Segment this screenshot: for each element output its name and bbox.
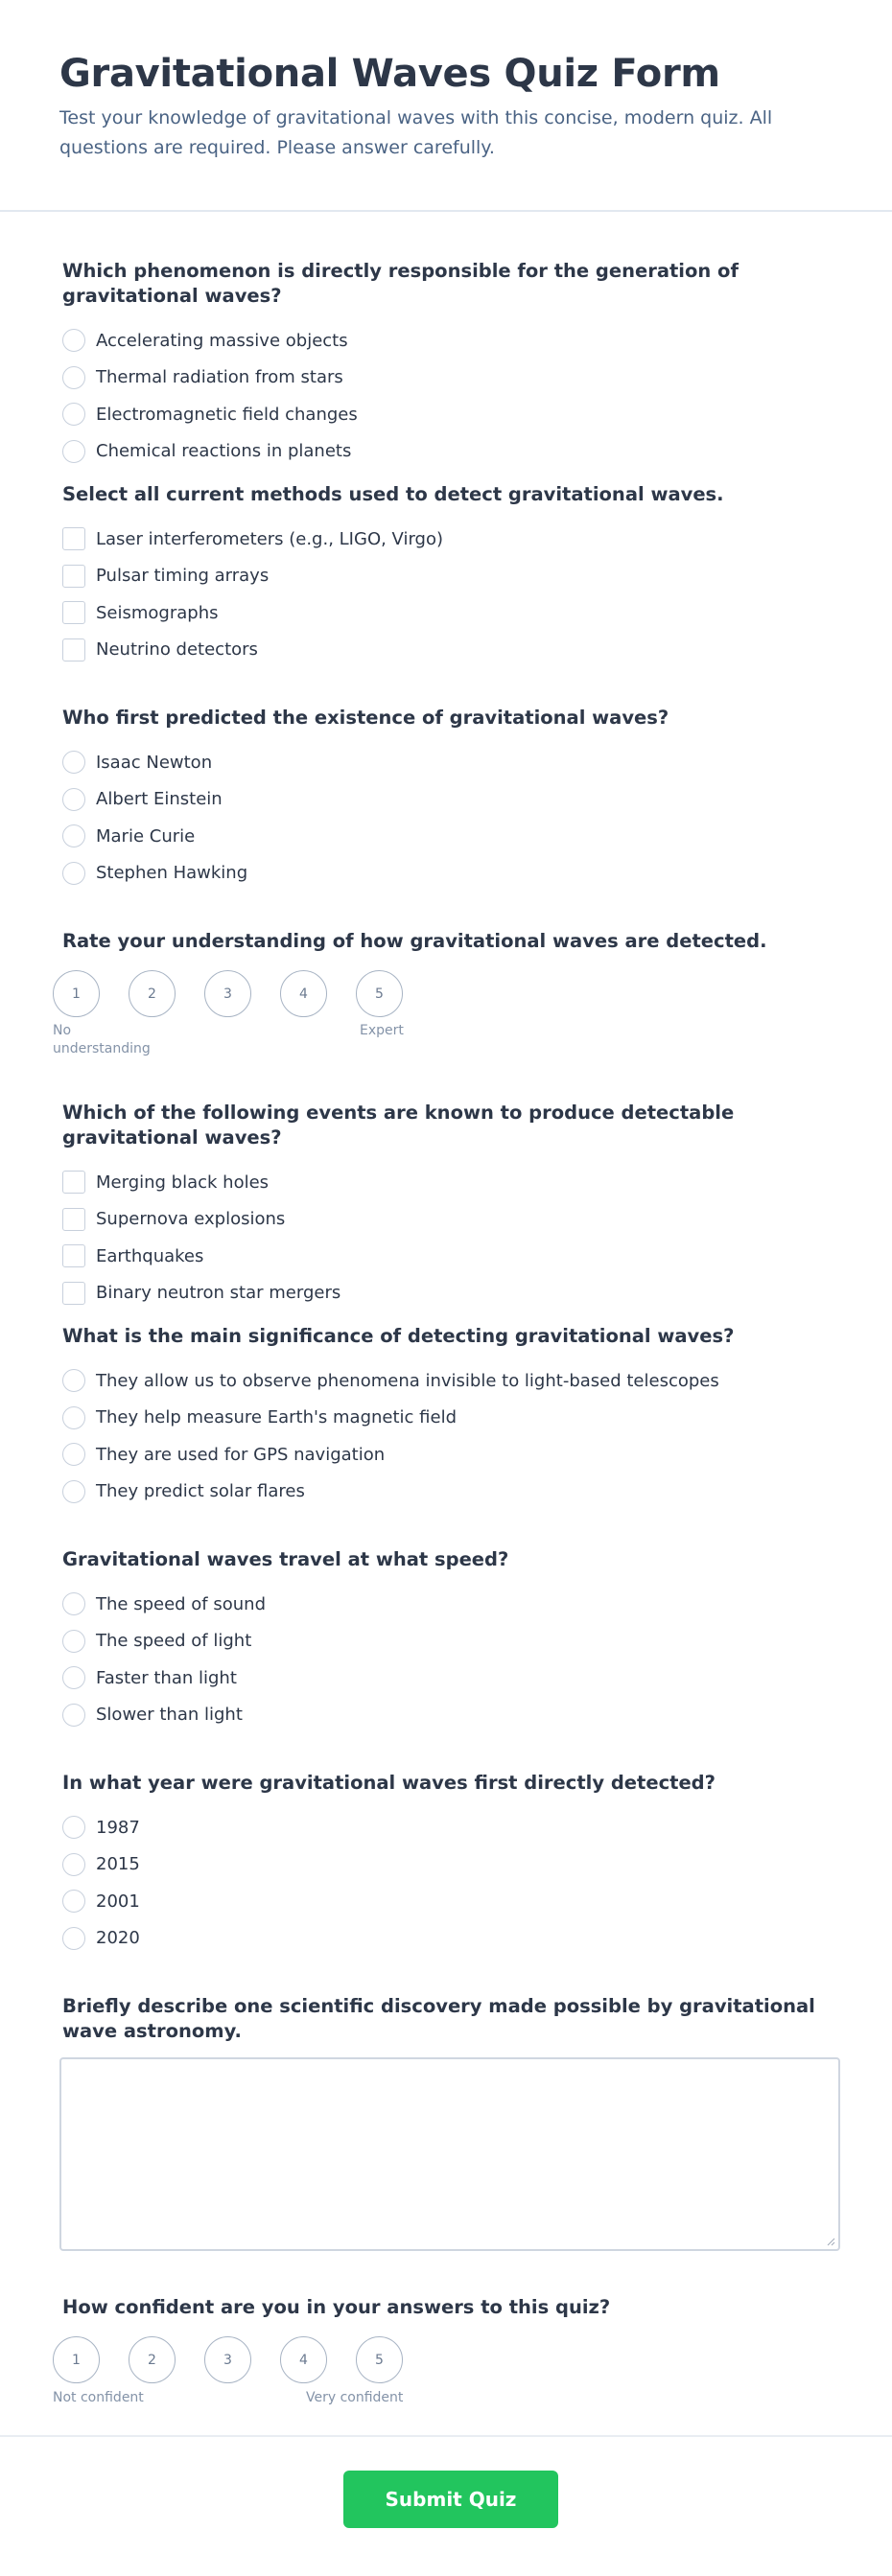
discovery-answer-textarea[interactable] (59, 2057, 840, 2251)
option-thermal-radiation[interactable] (62, 360, 839, 397)
option-label: 2001 (96, 1891, 140, 1912)
radio-button[interactable] (62, 1480, 85, 1503)
option-label: They help measure Earth's magnetic field (96, 1407, 458, 1428)
option-label: 2015 (96, 1854, 140, 1875)
resize-handle-icon[interactable] (826, 2237, 835, 2246)
question-title: Select all current methods used to detect gravitational waves. (62, 483, 724, 505)
option-measure-magnetic-field[interactable] (62, 1400, 839, 1437)
option-label: Binary neutron star mergers (96, 1283, 341, 1304)
checkbox[interactable] (62, 527, 85, 550)
option-stephen-hawking[interactable] (62, 855, 839, 893)
rating-option-1[interactable]: 1 (53, 2336, 100, 2383)
question-6 (62, 1324, 839, 1510)
option-marie-curie[interactable] (62, 818, 839, 855)
rating-understanding (53, 970, 432, 1017)
option-chemical-reactions[interactable] (62, 433, 839, 471)
rating-min-label: No understanding (53, 1023, 151, 1056)
option-pulsar-timing-arrays[interactable] (62, 558, 839, 595)
radio-button[interactable] (62, 1816, 85, 1839)
option-speed-of-light[interactable] (62, 1623, 839, 1660)
radio-button[interactable] (62, 403, 85, 426)
option-label: Isaac Newton (96, 752, 213, 773)
option-label: Thermal radiation from stars (96, 367, 343, 388)
rating-max-label: Expert (360, 1023, 404, 1038)
rating-option-4[interactable]: 4 (280, 970, 327, 1017)
option-label: Electromagnetic field changes (96, 404, 358, 425)
question-3 (62, 706, 839, 892)
question-5 (62, 1101, 839, 1311)
question-9 (62, 1994, 830, 2044)
radio-button[interactable] (62, 1704, 85, 1727)
radio-button[interactable] (62, 788, 85, 811)
radio-button[interactable] (62, 1443, 85, 1466)
option-label: They predict solar flares (96, 1481, 305, 1502)
option-label: Pulsar timing arrays (96, 566, 270, 587)
option-label: They are used for GPS navigation (96, 1444, 386, 1465)
submit-quiz-button[interactable]: Submit Quiz (343, 2471, 558, 2528)
radio-button[interactable] (62, 440, 85, 463)
radio-button[interactable] (62, 366, 85, 389)
question-7 (62, 1547, 839, 1733)
question-title: What is the main significance of detecting gravitational waves? (62, 1325, 735, 1347)
radio-button[interactable] (62, 1592, 85, 1615)
option-electromagnetic-field[interactable] (62, 396, 839, 433)
rating-option-2[interactable]: 2 (129, 2336, 176, 2383)
option-label: Neutrino detectors (96, 639, 258, 661)
option-neutrino-detectors[interactable] (62, 632, 839, 669)
question-title: Which of the following events are known to produce detectable gravitational waves? (62, 1102, 735, 1149)
option-2015[interactable] (62, 1846, 839, 1884)
option-slower-than-light[interactable] (62, 1697, 839, 1734)
form-header (0, 0, 892, 212)
option-laser-interferometers[interactable] (62, 521, 839, 558)
question-title: Which phenomenon is directly responsible for the generation of gravitational waves? (62, 260, 739, 307)
option-label: Slower than light (96, 1705, 243, 1726)
option-label: Supernova explosions (96, 1209, 286, 1230)
option-label: Accelerating massive objects (96, 330, 348, 351)
option-binary-neutron-star-mergers[interactable] (62, 1275, 839, 1312)
rating-option-3[interactable]: 3 (204, 2336, 251, 2383)
radio-button[interactable] (62, 862, 85, 885)
page-subtitle: Test your knowledge of gravitational waves with this concise, modern quiz. All questions are required. Please answer carefully. (59, 107, 773, 158)
option-accelerating-massive-objects[interactable] (62, 322, 839, 360)
option-label: Chemical reactions in planets (96, 441, 352, 462)
radio-button[interactable] (62, 751, 85, 774)
question-8 (62, 1771, 839, 1957)
radio-button[interactable] (62, 824, 85, 847)
checkbox[interactable] (62, 565, 85, 588)
checkbox[interactable] (62, 638, 85, 661)
checkbox[interactable] (62, 1282, 85, 1305)
rating-option-3[interactable]: 3 (204, 970, 251, 1017)
footer-divider (0, 2435, 892, 2437)
option-seismographs[interactable] (62, 594, 839, 632)
option-merging-black-holes[interactable] (62, 1164, 839, 1201)
option-label: Faster than light (96, 1667, 237, 1688)
option-label: Albert Einstein (96, 789, 223, 810)
checkbox[interactable] (62, 1244, 85, 1267)
checkbox[interactable] (62, 1208, 85, 1231)
question-title: How confident are you in your answers to this quiz? (62, 2296, 611, 2318)
radio-button[interactable] (62, 1666, 85, 1689)
option-label: The speed of light (96, 1631, 252, 1652)
option-label: Earthquakes (96, 1245, 204, 1266)
option-observe-invisible-phenomena[interactable] (62, 1362, 839, 1400)
option-supernova-explosions[interactable] (62, 1201, 839, 1239)
option-1987[interactable] (62, 1809, 839, 1846)
rating-option-4[interactable]: 4 (280, 2336, 327, 2383)
rating-option-1[interactable]: 1 (53, 970, 100, 1017)
option-predict-solar-flares[interactable] (62, 1474, 839, 1511)
question-4 (62, 929, 839, 954)
rating-min-label: Not confident (53, 2390, 144, 2405)
page-title: Gravitational Waves Quiz Form (59, 52, 720, 96)
question-title: Gravitational waves travel at what speed? (62, 1548, 509, 1570)
option-faster-than-light[interactable] (62, 1659, 839, 1697)
option-label: Seismographs (96, 602, 219, 623)
question-title: In what year were gravitational waves first directly detected? (62, 1772, 716, 1794)
option-label: Stephen Hawking (96, 863, 248, 884)
option-2020[interactable] (62, 1920, 839, 1958)
option-label: Laser interferometers (e.g., LIGO, Virgo) (96, 528, 444, 549)
option-label: They allow us to observe phenomena invisible to light-based telescopes (96, 1370, 719, 1391)
option-speed-of-sound[interactable] (62, 1586, 839, 1623)
radio-button[interactable] (62, 1406, 85, 1429)
question-10 (62, 2295, 839, 2320)
option-label: 2020 (96, 1928, 140, 1949)
question-title: Rate your understanding of how gravitational waves are detected. (62, 930, 767, 952)
checkbox[interactable] (62, 601, 85, 624)
rating-confidence (53, 2336, 432, 2383)
radio-button[interactable] (62, 1853, 85, 1876)
option-2001[interactable] (62, 1883, 839, 1920)
question-2 (62, 482, 839, 668)
question-title: Briefly describe one scientific discovery made possible by gravitational wave astronomy. (62, 1995, 815, 2042)
option-label: Marie Curie (96, 825, 196, 847)
option-label: The speed of sound (96, 1593, 267, 1614)
radio-button[interactable] (62, 1927, 85, 1950)
radio-button[interactable] (62, 1630, 85, 1653)
radio-button[interactable] (62, 1890, 85, 1913)
option-label: 1987 (96, 1817, 140, 1838)
option-albert-einstein[interactable] (62, 781, 839, 819)
option-label: Merging black holes (96, 1172, 270, 1193)
rating-option-5[interactable]: 5 (356, 970, 403, 1017)
rating-option-5[interactable]: 5 (356, 2336, 403, 2383)
rating-max-label: Very confident (306, 2390, 404, 2405)
option-gps-navigation[interactable] (62, 1436, 839, 1474)
rating-option-2[interactable]: 2 (129, 970, 176, 1017)
question-title: Who first predicted the existence of gravitational waves? (62, 707, 669, 729)
checkbox[interactable] (62, 1171, 85, 1194)
question-1 (62, 259, 839, 470)
radio-button[interactable] (62, 1369, 85, 1392)
radio-button[interactable] (62, 329, 85, 352)
option-earthquakes[interactable] (62, 1238, 839, 1275)
option-isaac-newton[interactable] (62, 744, 839, 781)
